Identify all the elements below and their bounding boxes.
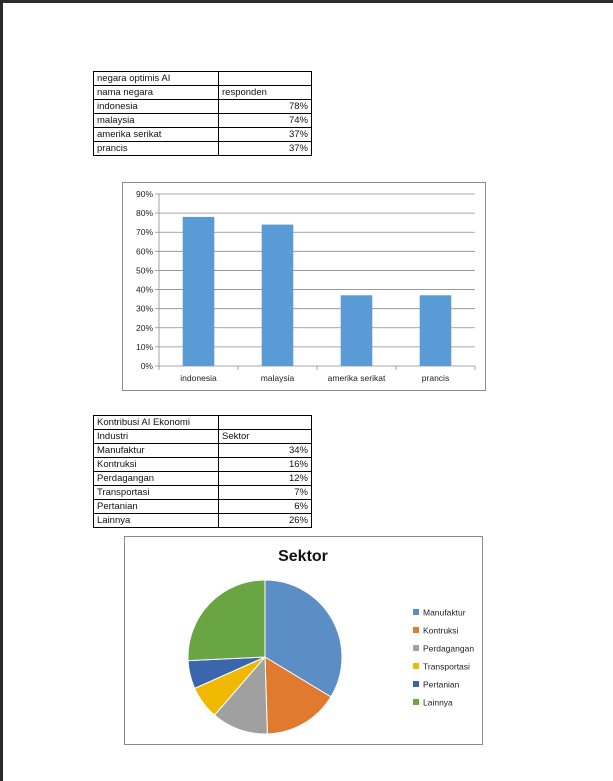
legend-swatch: [413, 645, 419, 651]
table-row: [94, 444, 312, 458]
table-row: [94, 486, 312, 500]
table-title-row: [94, 72, 312, 86]
legend-swatch: [413, 663, 419, 669]
table-kontribusi-ai: [93, 415, 312, 528]
table-title-cell: negara optimis AI: [94, 72, 219, 86]
legend-label: Pertanian: [423, 679, 460, 690]
table-cell: Perdagangan: [94, 472, 219, 486]
table-row: [94, 514, 312, 528]
table-title-cell: Kontribusi AI Ekonomi: [94, 416, 219, 430]
y-tick-label: 10%: [135, 341, 153, 352]
bar: [420, 295, 452, 366]
table-cell: Pertanian: [94, 500, 219, 514]
table-cell: Manufaktur: [94, 444, 219, 458]
x-tick-label: prancis: [421, 373, 450, 383]
y-tick-label: 0%: [140, 361, 153, 371]
table-header-row: [94, 86, 312, 100]
table-row: [94, 500, 312, 514]
table-cell: 6%: [219, 500, 312, 514]
table-cell: indonesia: [94, 100, 219, 114]
table-empty-cell: [219, 416, 312, 430]
table-cell: 16%: [219, 458, 312, 472]
pie-chart-box: [124, 536, 483, 745]
legend-swatch: [413, 681, 419, 687]
table-row: [94, 472, 312, 486]
table-row: [94, 142, 312, 156]
y-tick-label: 20%: [135, 322, 153, 333]
table-cell: amerika serikat: [94, 128, 219, 142]
table-row: [94, 100, 312, 114]
table-cell: 78%: [219, 100, 312, 114]
x-tick-label: amerika serikat: [327, 373, 386, 383]
bar-chart-box: [122, 182, 486, 391]
table-row: [94, 114, 312, 128]
x-tick-label: malaysia: [260, 373, 295, 383]
table-negara-optimis: [93, 71, 312, 156]
table-cell: 34%: [219, 444, 312, 458]
y-tick-label: 40%: [135, 284, 153, 295]
table-cell: 74%: [219, 114, 312, 128]
legend-swatch: [413, 609, 419, 615]
bar: [183, 217, 215, 366]
bar: [262, 225, 294, 366]
table-cell: 12%: [219, 472, 312, 486]
table-header-cell: responden: [219, 86, 312, 100]
table-cell: Lainnya: [94, 514, 219, 528]
table-cell: 7%: [219, 486, 312, 500]
legend-label: Transportasi: [423, 661, 470, 672]
y-tick-label: 30%: [135, 303, 153, 314]
legend-swatch: [413, 699, 419, 705]
y-tick-label: 70%: [135, 227, 153, 238]
table-cell: Kontruksi: [94, 458, 219, 472]
table-cell: 37%: [219, 142, 312, 156]
table-cell: prancis: [94, 142, 219, 156]
legend-label: Lainnya: [423, 697, 453, 708]
legend-label: Perdagangan: [423, 643, 475, 654]
y-tick-label: 90%: [135, 189, 153, 199]
table-header-cell: Industri: [94, 430, 219, 444]
table-cell: 37%: [219, 128, 312, 142]
x-tick-label: indonesia: [180, 373, 217, 383]
table-empty-cell: [219, 72, 312, 86]
legend-label: Manufaktur: [423, 607, 466, 618]
chart-title: Sektor: [278, 548, 328, 565]
y-tick-label: 80%: [135, 208, 153, 219]
table-header-cell: Sektor: [219, 430, 312, 444]
table-title-row: [94, 416, 312, 430]
bar-chart: [123, 183, 485, 390]
table-row: [94, 128, 312, 142]
pie-slice: [188, 580, 265, 661]
y-tick-label: 50%: [135, 265, 153, 276]
table-cell: malaysia: [94, 114, 219, 128]
bar: [341, 295, 373, 366]
legend-label: Kontruksi: [423, 625, 459, 636]
table-header-row: [94, 430, 312, 444]
table-cell: Transportasi: [94, 486, 219, 500]
y-tick-label: 60%: [135, 246, 153, 257]
table-header-cell: nama negara: [94, 86, 219, 100]
legend-swatch: [413, 627, 419, 633]
table-row: [94, 458, 312, 472]
table-cell: 26%: [219, 514, 312, 528]
pie-chart: [125, 537, 482, 744]
document-page: [3, 3, 613, 781]
